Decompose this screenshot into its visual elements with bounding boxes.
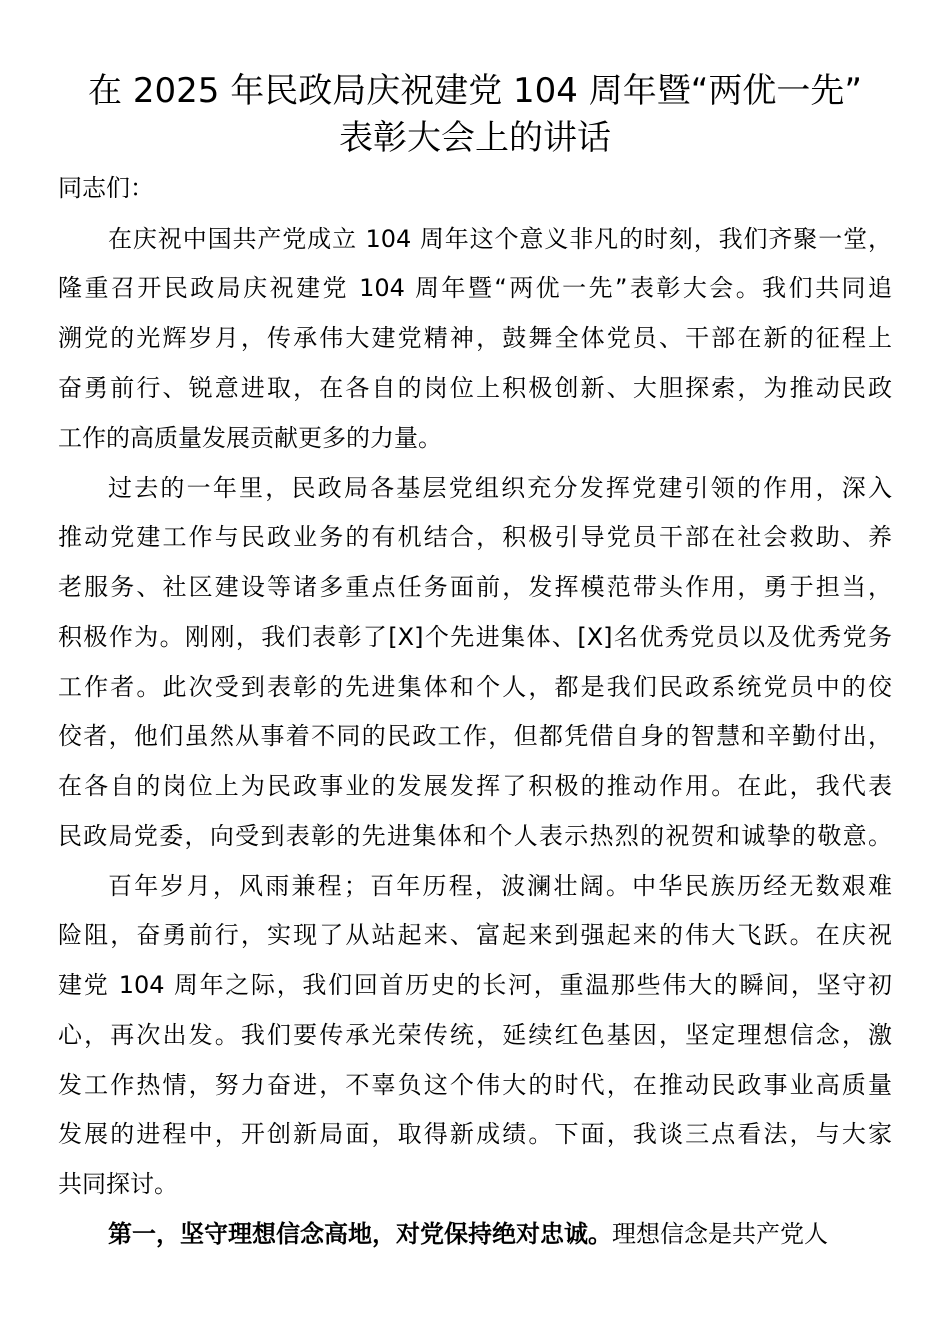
- paragraph-2-line-7: 在各自的岗位上为民政事业的发展发挥了积极的推动作用。在此，我代表: [58, 772, 892, 800]
- point-1-line-1: [108, 1217, 828, 1251]
- paragraph-3-line-5: 发工作热情，努力奋进，不辜负这个伟大的时代，在推动民政事业高质量: [58, 1071, 892, 1099]
- paragraph-3-line-2: 险阻，奋勇前行，实现了从站起来、富起来到强起来的伟大飞跃。在庆祝: [58, 921, 892, 949]
- paragraph-3-line-1: 百年岁月，风雨兼程；百年历程，波澜壮阔。中华民族历经无数艰难: [108, 872, 892, 900]
- paragraph-3-line-6: 发展的进程中，开创新局面，取得新成绩。下面，我谈三点看法，与大家: [58, 1120, 892, 1148]
- paragraph-1-line-2: 隆重召开民政局庆祝建党 104 周年暨“两优一先”表彰大会。我们共同追: [58, 274, 892, 302]
- paragraph-1-line-3: 溯党的光辉岁月，传承伟大建党精神，鼓舞全体党员、干部在新的征程上: [58, 324, 892, 352]
- paragraph-2-line-2: 推动党建工作与民政业务的有机结合，积极引导党员干部在社会救助、养: [58, 523, 892, 551]
- paragraph-2-line-5: 工作者。此次受到表彰的先进集体和个人，都是我们民政系统党员中的佼: [58, 673, 892, 701]
- paragraph-1-line-5: 工作的高质量发展贡献更多的力量。: [58, 424, 442, 452]
- point-1-text: 理想信念是共产党人: [612, 1220, 828, 1248]
- paragraph-2-line-3: 老服务、社区建设等诸多重点任务面前，发挥模范带头作用，勇于担当，: [58, 573, 892, 601]
- paragraph-3-line-4: 心，再次出发。我们要传承光荣传统，延续红色基因，坚定理想信念，激: [58, 1021, 892, 1049]
- paragraph-3-line-3: 建党 104 周年之际，我们回首历史的长河，重温那些伟大的瞬间，坚守初: [58, 971, 892, 999]
- salutation: 同志们：: [58, 174, 154, 202]
- page-title-line-2: 表彰大会上的讲话: [339, 118, 611, 158]
- paragraph-2-line-1: 过去的一年里，民政局各基层党组织充分发挥党建引领的作用，深入: [108, 474, 892, 502]
- paragraph-1-line-1: 在庆祝中国共产党成立 104 周年这个意义非凡的时刻，我们齐聚一堂，: [108, 225, 892, 253]
- paragraph-3-line-7: 共同探讨。: [58, 1170, 178, 1198]
- paragraph-2-line-6: 佼者，他们虽然从事着不同的民政工作，但都凭借自身的智慧和辛勤付出，: [58, 722, 892, 750]
- point-1-heading: 第一，坚守理想信念高地，对党保持绝对忠诚。: [108, 1220, 612, 1248]
- paragraph-2-line-4: 积极作为。刚刚，我们表彰了[X]个先进集体、[X]名优秀党员以及优秀党务: [58, 623, 892, 651]
- paragraph-2-line-8: 民政局党委，向受到表彰的先进集体和个人表示热烈的祝贺和诚挚的敬意。: [58, 822, 892, 850]
- paragraph-1-line-4: 奋勇前行、锐意进取，在各自的岗位上积极创新、大胆探索，为推动民政: [58, 374, 892, 402]
- page-title-line-1: 在 2025 年民政局庆祝建党 104 周年暨“两优一先”: [88, 71, 862, 111]
